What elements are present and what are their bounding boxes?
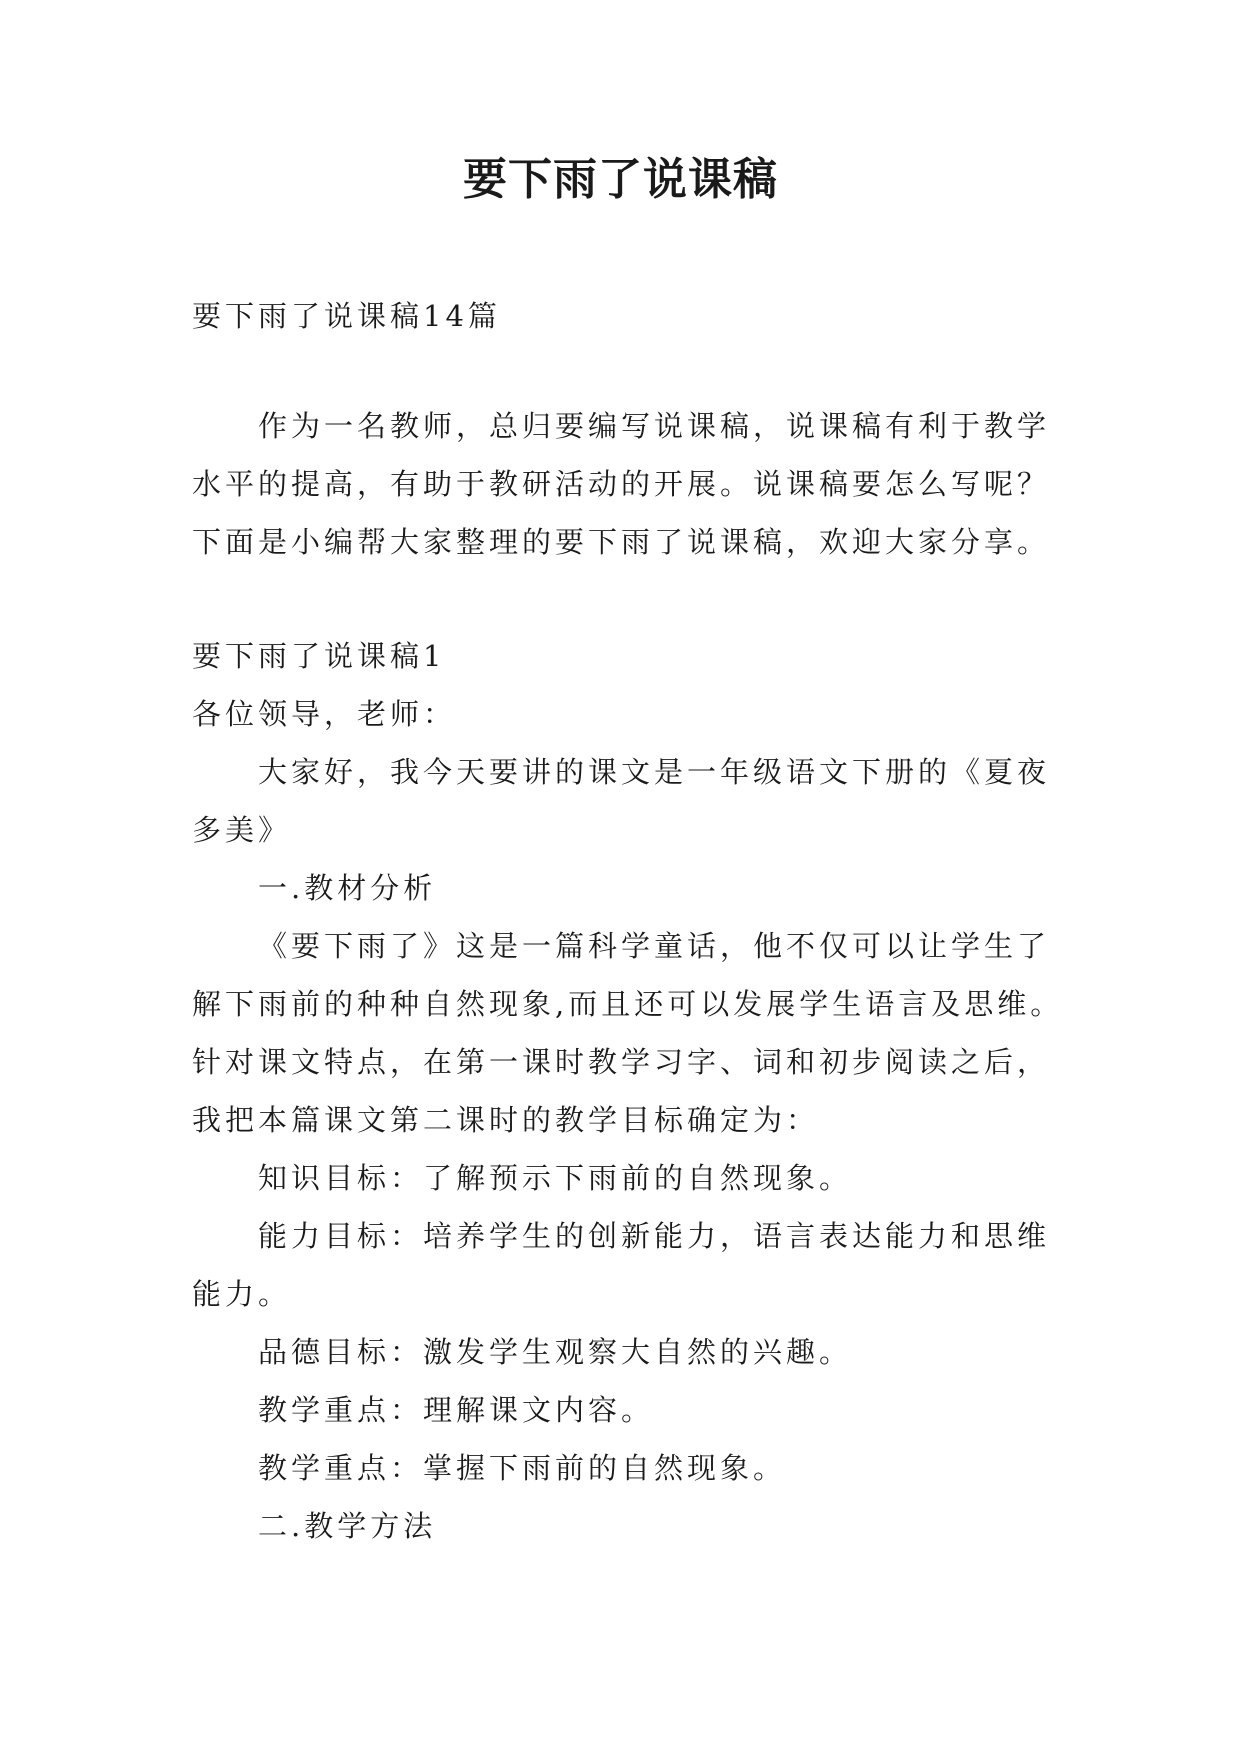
intro-paragraph: 作为一名教师，总归要编写说课稿，说课稿有利于教学水平的提高，有助于教研活动的开展。说课稿要怎么写呢？下面是小编帮大家整理的要下雨了说课稿，欢迎大家分享。 — [192, 409, 1051, 559]
heading-teaching-method: 二.教学方法 — [258, 1509, 437, 1543]
analysis-paragraph: 《要下雨了》这是一篇科学童话，他不仅可以让学生了解下雨前的种种自然现象,而且还可以发展学生语言及思维。针对课文特点，在第一课时教学习字、词和初步阅读之后，我把本篇课文第二课时的教学目标确定为： — [192, 929, 1064, 1137]
document-title: 要下雨了说课稿 — [463, 154, 778, 205]
greeting: 各位领导，老师： — [192, 697, 457, 731]
goal-moral: 品德目标：激发学生观察大自然的兴趣。 — [258, 1335, 853, 1369]
section-heading: 要下雨了说课稿1 — [192, 639, 446, 673]
heading-textbook-analysis: 一.教材分析 — [258, 871, 437, 905]
goal-ability: 能力目标：培养学生的创新能力，语言表达能力和思维能力。 — [192, 1219, 1051, 1311]
document-subtitle: 要下雨了说课稿14篇 — [192, 299, 501, 333]
opening-paragraph: 大家好，我今天要讲的课文是一年级语文下册的《夏夜多美》 — [192, 755, 1051, 847]
document-body — [192, 287, 1067, 1555]
goal-knowledge: 知识目标：了解预示下雨前的自然现象。 — [258, 1161, 853, 1195]
key-point-1: 教学重点：理解课文内容。 — [258, 1393, 655, 1427]
key-point-2: 教学重点：掌握下雨前的自然现象。 — [258, 1451, 787, 1485]
